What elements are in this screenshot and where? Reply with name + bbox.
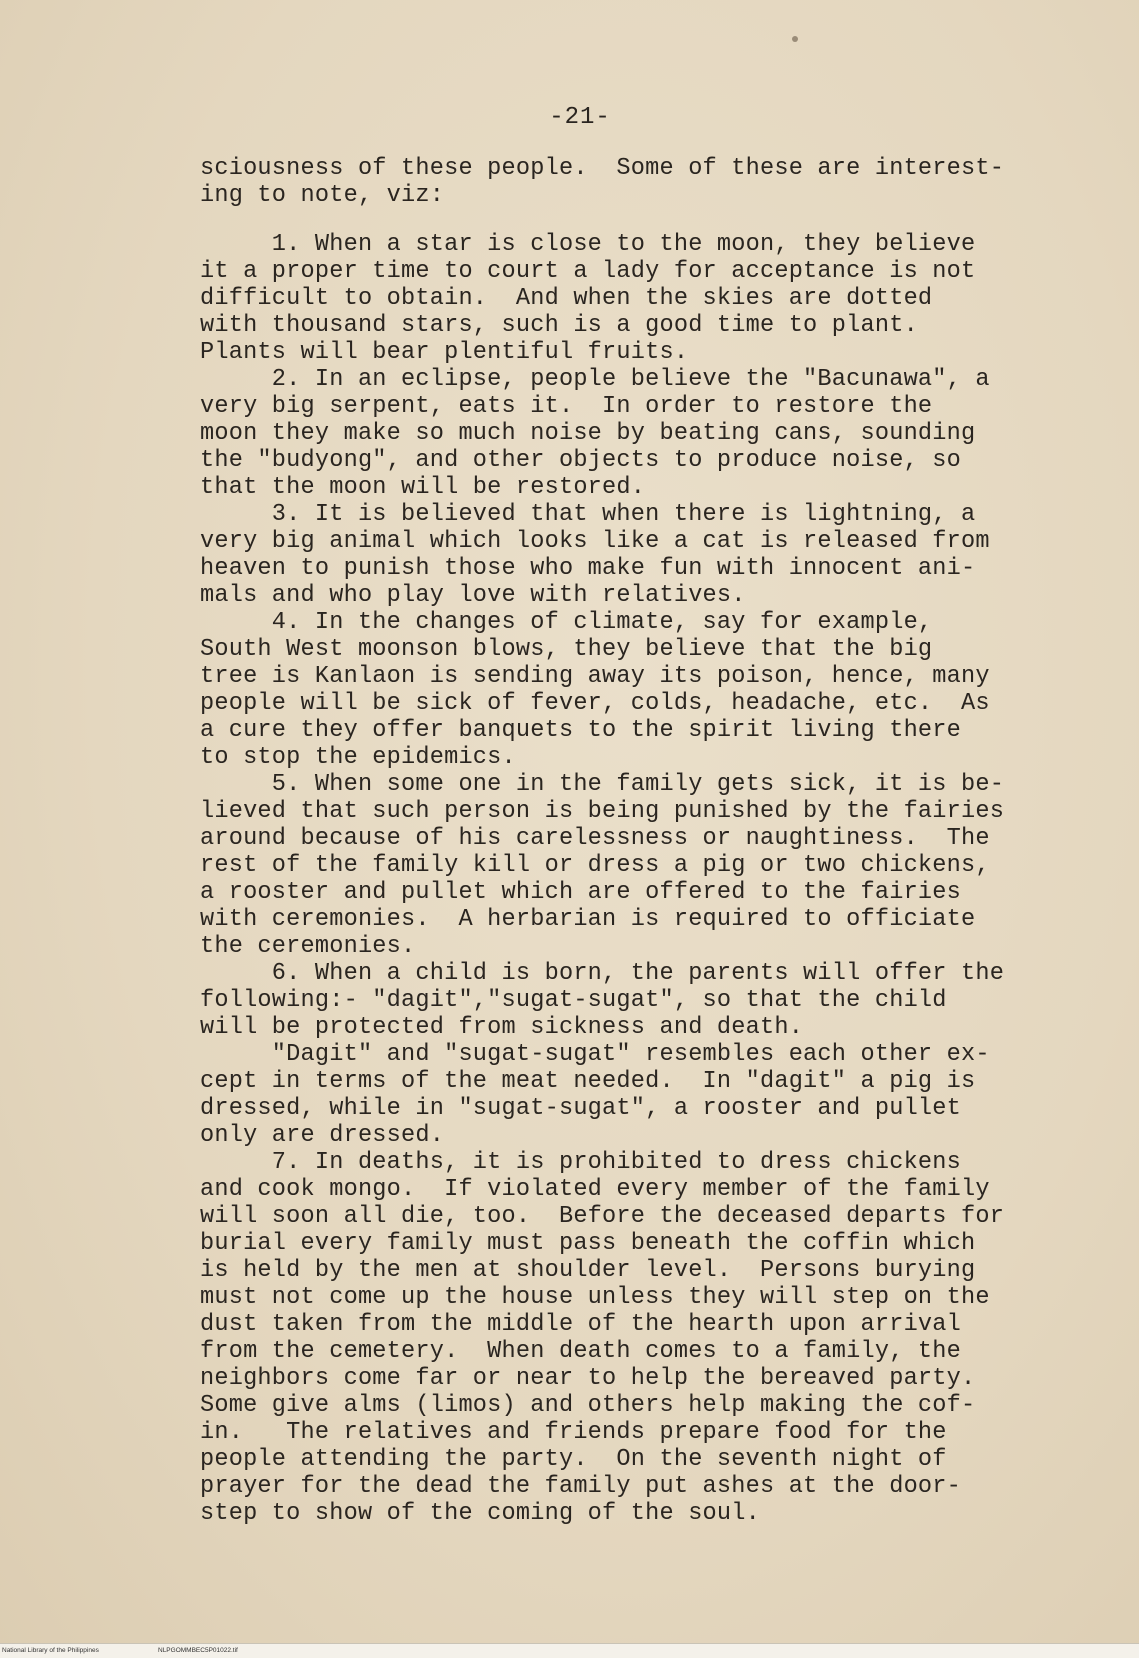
- text-line: Plants will bear plentiful fruits.: [200, 339, 689, 366]
- text-line: around because of his carelessness or naughtiness. The: [200, 825, 990, 852]
- text-line: very big serpent, eats it. In order to restore the: [200, 393, 933, 420]
- text-line: 4. In the changes of climate, say for example,: [200, 609, 933, 636]
- text-line: heaven to punish those who make fun with innocent ani-: [200, 555, 976, 582]
- text-line: ing to note, viz:: [200, 182, 445, 209]
- text-line: from the cemetery. When death comes to a family, the: [200, 1338, 962, 1365]
- text-line: in. The relatives and friends prepare food for the: [200, 1419, 947, 1446]
- text-line: with thousand stars, such is a good time to plant.: [200, 312, 918, 339]
- text-line: to stop the epidemics.: [200, 744, 516, 771]
- paper-speck: [792, 36, 798, 42]
- text-line: 1. When a star is close to the moon, they believe: [200, 231, 976, 258]
- footer-filename: NLPGOMMBEC5P01022.tif: [158, 1647, 238, 1654]
- text-line: neighbors come far or near to help the bereaved party.: [200, 1365, 976, 1392]
- text-line: that the moon will be restored.: [200, 474, 646, 501]
- text-line: and cook mongo. If violated every member of the family: [200, 1176, 990, 1203]
- footer-library: National Library of the Philippines: [2, 1647, 99, 1654]
- text-line: must not come up the house unless they will step on the: [200, 1284, 990, 1311]
- text-line: people will be sick of fever, colds, headache, etc. As: [200, 690, 990, 717]
- text-line: tree is Kanlaon is sending away its poison, hence, many: [200, 663, 990, 690]
- text-line: [200, 209, 1110, 231]
- text-line: 3. It is believed that when there is lightning, a: [200, 501, 976, 528]
- text-line: 7. In deaths, it is prohibited to dress chickens: [200, 1149, 962, 1176]
- text-line: "Dagit" and "sugat-sugat" resembles each other ex-: [200, 1041, 990, 1068]
- text-line: people attending the party. On the seventh night of: [200, 1446, 947, 1473]
- text-line: 6. When a child is born, the parents will offer the: [200, 960, 1005, 987]
- text-line: 2. In an eclipse, people believe the "Bacunawa", a: [200, 366, 990, 393]
- text-line: lieved that such person is being punished by the fairies: [200, 798, 1005, 825]
- text-line: difficult to obtain. And when the skies are dotted: [200, 285, 933, 312]
- text-line: it a proper time to court a lady for acceptance is not: [200, 258, 976, 285]
- text-line: cept in terms of the meat needed. In "dagit" a pig is: [200, 1068, 976, 1095]
- text-line: will soon all die, too. Before the deceased departs for: [200, 1203, 1005, 1230]
- text-line: a cure they offer banquets to the spirit living there: [200, 717, 962, 744]
- text-line: burial every family must pass beneath the coffin which: [200, 1230, 976, 1257]
- scan-footer: [0, 1643, 1139, 1658]
- text-line: step to show of the coming of the soul.: [200, 1500, 760, 1527]
- text-line: mals and who play love with relatives.: [200, 582, 746, 609]
- text-line: is held by the men at shoulder level. Persons burying: [200, 1257, 976, 1284]
- text-line: moon they make so much noise by beating cans, sounding: [200, 420, 976, 447]
- text-line: a rooster and pullet which are offered to the fairies: [200, 879, 962, 906]
- text-line: will be protected from sickness and death.: [200, 1014, 804, 1041]
- text-line: the "budyong", and other objects to produce noise, so: [200, 447, 962, 474]
- text-line: Some give alms (limos) and others help making the cof-: [200, 1392, 976, 1419]
- text-line: following:- "dagit","sugat-sugat", so that the child: [200, 987, 947, 1014]
- text-line: dust taken from the middle of the hearth upon arrival: [200, 1311, 962, 1338]
- text-line: dressed, while in "sugat-sugat", a rooster and pullet: [200, 1095, 962, 1122]
- text-line: very big animal which looks like a cat is released from: [200, 528, 990, 555]
- text-line: South West moonson blows, they believe that the big: [200, 636, 933, 663]
- text-line: rest of the family kill or dress a pig or two chickens,: [200, 852, 990, 879]
- text-line: 5. When some one in the family gets sick, it is be-: [200, 771, 1005, 798]
- text-line: only are dressed.: [200, 1122, 445, 1149]
- text-line: with ceremonies. A herbarian is required to officiate: [200, 906, 976, 933]
- page-number: -21-: [549, 104, 611, 131]
- text-line: sciousness of these people. Some of these are interest-: [200, 155, 1005, 182]
- text-line: the ceremonies.: [200, 933, 416, 960]
- body-text: [200, 155, 1110, 1527]
- text-line: prayer for the dead the family put ashes at the door-: [200, 1473, 962, 1500]
